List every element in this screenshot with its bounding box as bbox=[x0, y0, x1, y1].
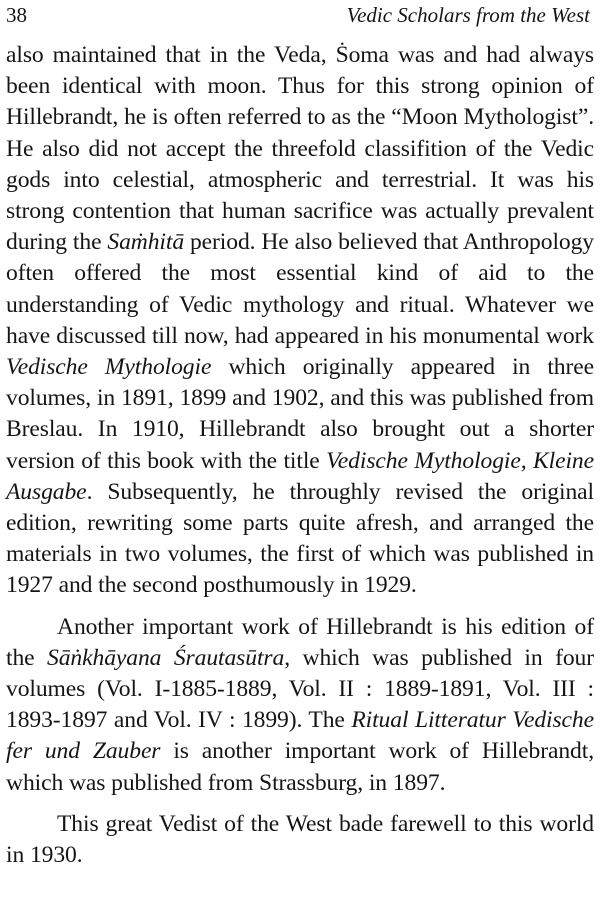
paragraph-1-text-3: which originally appeared in three volumes, in 1891, 1899 and 1902, and this was published from Breslau. In 1910, Hillebrandt also brought out a shorter version of this book with the title bbox=[6, 354, 594, 474]
paragraph-1-text-2: period. He also believed that Anthropology often offered the most essential kind of aid to the understanding of Vedic mythology and ritual. Whatever we have discussed till now, had appeared in his monumental work bbox=[6, 229, 594, 349]
page-number: 38 bbox=[6, 3, 27, 27]
paragraph-2 bbox=[6, 612, 594, 799]
paragraph-3 bbox=[6, 809, 594, 871]
term-samhita: Saṁhitā bbox=[107, 229, 185, 256]
page-header bbox=[6, 2, 592, 28]
paragraph-1-text-4: . Subsequently, he throughly revised the original edition, rewriting some parts quite afresh, and arranged the materials in two volumes, the first of which was published in 1927 and the second posthumously in 1929. bbox=[6, 478, 594, 599]
book-title-sankhayana-srautasutra: Sāṅkhāyana Śrautasūtra bbox=[47, 644, 285, 671]
paragraph-1 bbox=[6, 40, 594, 602]
running-title: Vedic Scholars from the West bbox=[346, 3, 590, 27]
book-title-kleine-ausgabe: Vedische Mythologie, Kleine Ausgabe bbox=[6, 447, 594, 505]
paragraph-2-text-1: Another important work of Hillebrandt is his edition of the bbox=[6, 613, 594, 671]
paragraph-1-text-1: also maintained that in the Veda, Ṡoma was and had always been identical with moon. Thus for this strong opinion of Hillebrandt, he is often referred to as the “Moon Mythologist”. He also did not accept the threefold classifition of the Vedic gods into celestial, atmospheric and terrestrial. It was his strong contention that human sacrifice was actually prevalent during the bbox=[6, 42, 594, 256]
body-text bbox=[6, 40, 594, 871]
paragraph-2-text-3: is another important work of Hillebrandt, which was published from Strassburg, in 1897. bbox=[6, 738, 595, 796]
book-title-vedische-mythologie: Vedische Mythologie bbox=[6, 354, 212, 381]
paragraph-2-text-2: , which was published in four volumes (Vol. I-1885-1889, Vol. II : 1889-1891, Vol. III : 1893-1897 and Vol. IV : 1899). The bbox=[6, 644, 594, 734]
paragraph-3-text-1: This great Vedist of the West bade farewell to this world in 1930. bbox=[6, 810, 594, 869]
book-title-ritual-litteratur: Ritual Litteratur Vedische fer und Zauber bbox=[6, 707, 594, 765]
